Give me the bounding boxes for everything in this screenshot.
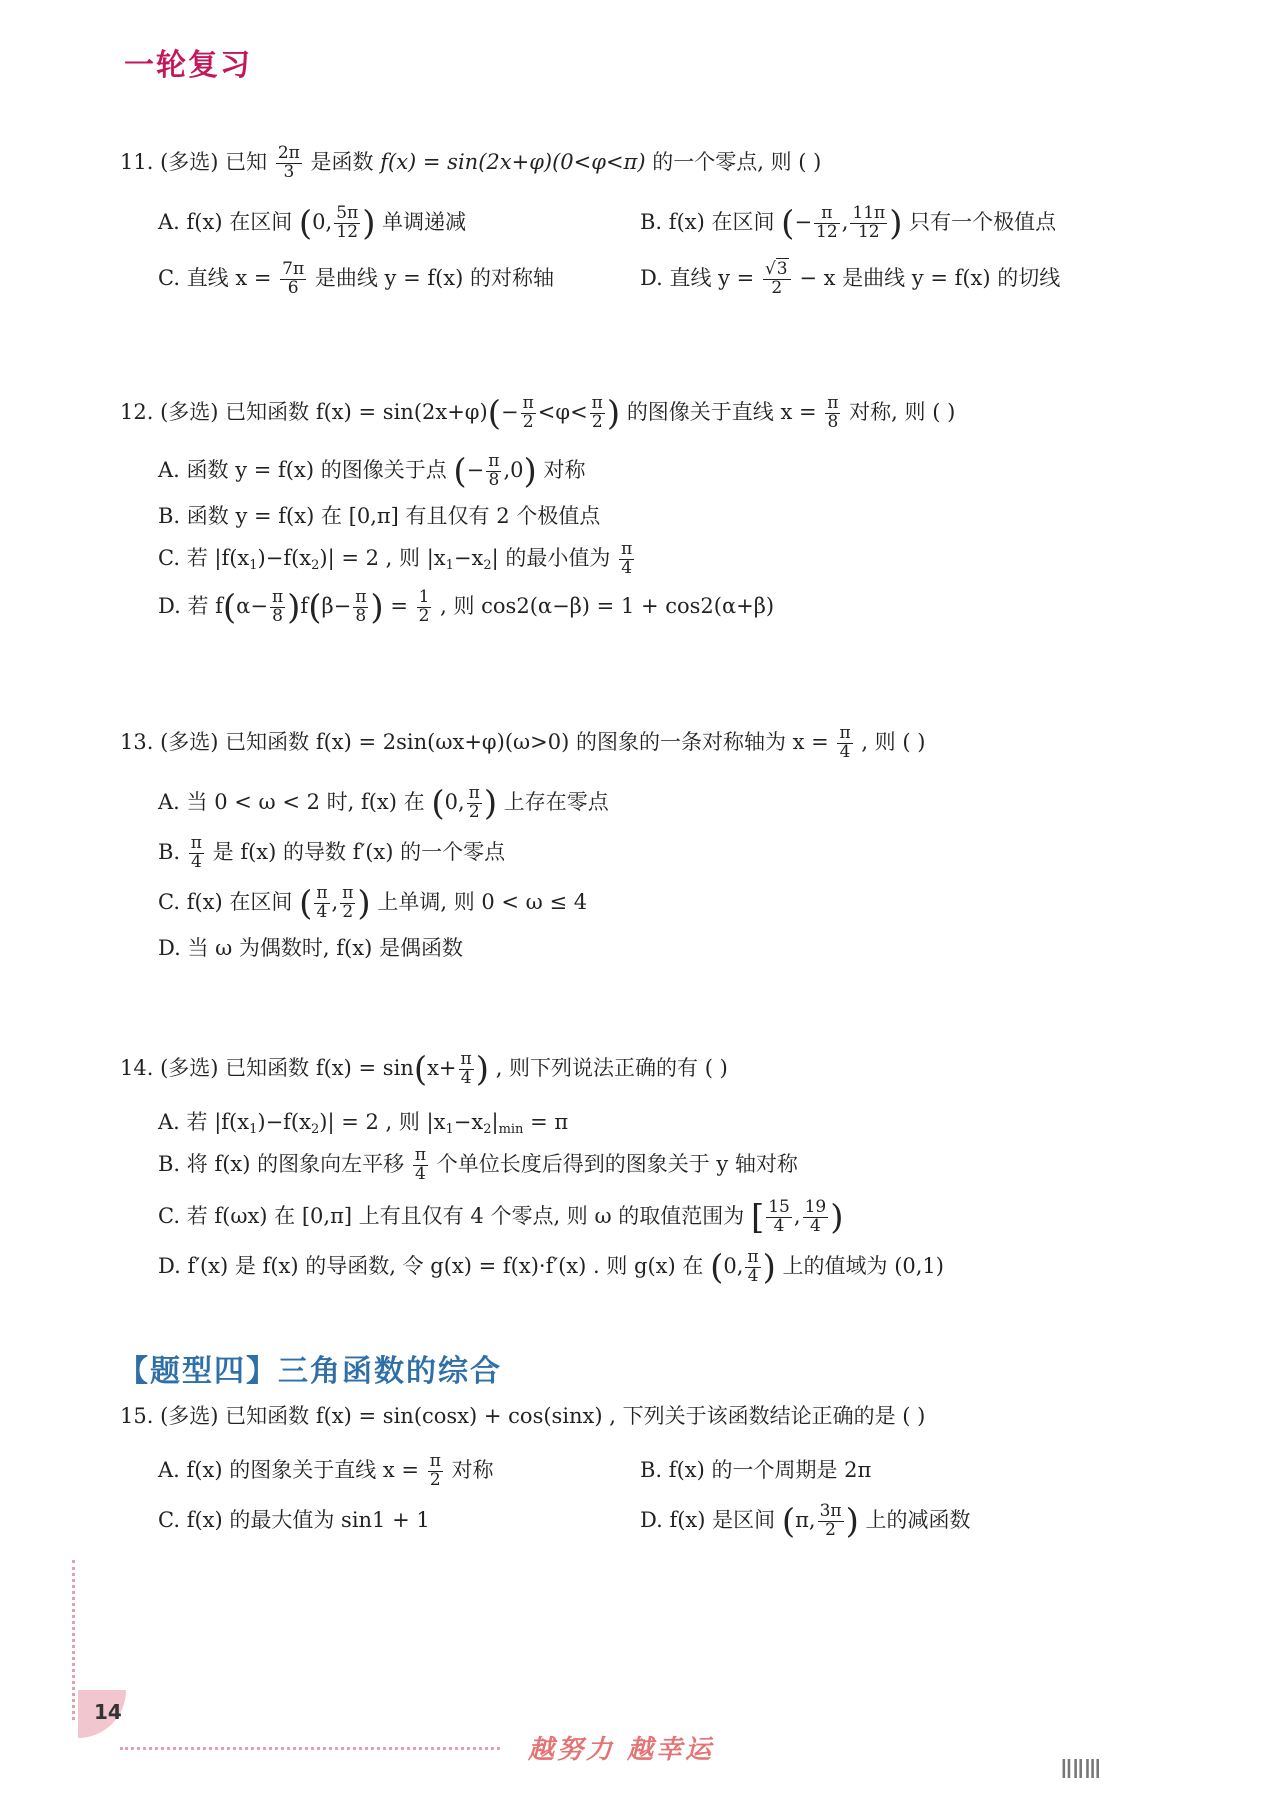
option-12-a: A. 函数 y = f(x) 的图像关于点 (− $\frac{\pi}{8}$ ,0) 对称 bbox=[158, 451, 586, 492]
option-13-c: C. f(x) 在区间 ( $\frac{\pi}{4}$ , $\frac{\pi}{2}$ ) 上单调, 则 0 < ω ≤ 4 bbox=[158, 883, 588, 924]
option-15-d: D. f(x) 是区间 (π, $\frac{3\pi}{2}$ ) 上的减函数 bbox=[640, 1501, 971, 1542]
question-14-stem: 14. (多选) 已知函数 f(x) = sin(x+ $\frac{\pi}{4}$ ) , 则下列说法正确的有 ( ) bbox=[120, 1049, 728, 1090]
option-15-a: A. f(x) 的图象关于直线 x = $\frac{\pi}{2}$ 对称 bbox=[158, 1451, 494, 1490]
watermark-mark: ⅡⅡⅢ bbox=[1060, 1755, 1101, 1785]
option-13-d: D. 当 ω 为偶数时, f(x) 是偶函数 bbox=[158, 936, 463, 960]
footer-slogan: 越努力 越幸运 bbox=[528, 1735, 715, 1765]
option-12-b: B. 函数 y = f(x) 在 [0,π] 有且仅有 2 个极值点 bbox=[158, 504, 601, 528]
option-14-d: D. f′(x) 是 f(x) 的导函数, 令 g(x) = f(x)·f′(x) . 则 g(x) 在 (0, $\frac{\pi}{4}$ ) 上的值域为 (0,1) bbox=[158, 1247, 944, 1288]
question-13 bbox=[120, 720, 925, 764]
page-number: 14 bbox=[94, 1700, 122, 1724]
option-11-d: D. 直线 y = $\frac{√3}{2}$ − x 是曲线 y = f(x) 的切线 bbox=[640, 259, 1061, 298]
question-12-stem: 12. (多选) 已知函数 f(x) = sin(2x+φ)(− $\frac{\pi}{2}$ <φ< $\frac{\pi}{2}$ ) 的图像关于直线 x = $\frac{\pi}{8}$ 对称, 则 ( ) bbox=[120, 393, 956, 434]
option-11-c: C. 直线 x = $\frac{7\pi}{6}$ 是曲线 y = f(x) 的对称轴 bbox=[158, 259, 555, 298]
decorative-dots-vertical bbox=[72, 1560, 75, 1720]
option-11-a: A. f(x) 在区间 (0, $\frac{5\pi}{12}$ ) 单调递减 bbox=[158, 203, 467, 244]
question-13-stem: 13. (多选) 已知函数 f(x) = 2sin(ωx+φ)(ω>0) 的图象的一条对称轴为 x = $\frac{\pi}{4}$ , 则 ( ) bbox=[120, 723, 926, 762]
question-11 bbox=[120, 140, 821, 184]
question-12 bbox=[120, 390, 955, 434]
option-12-d: D. 若 f(α− $\frac{\pi}{8}$ )f(β− $\frac{\pi}{8}$ ) = $\frac{1}{2}$ , 则 cos2(α−β) = 1 + cos2(α+β) bbox=[158, 587, 775, 628]
question-15-stem: 15. (多选) 已知函数 f(x) = sin(cosx) + cos(sinx) , 下列关于该函数结论正确的是 ( ) bbox=[120, 1404, 926, 1428]
option-13-b: B. $\frac{\pi}{4}$ 是 f(x) 的导数 f′(x) 的一个零点 bbox=[158, 833, 506, 872]
option-14-b: B. 将 f(x) 的图象向左平移 $\frac{\pi}{4}$ 个单位长度后得到的图象关于 y 轴对称 bbox=[158, 1145, 798, 1184]
question-15 bbox=[120, 1394, 925, 1438]
option-14-c: C. 若 f(ωx) 在 [0,π] 上有且仅有 4 个零点, 则 ω 的取值范围为 [ $\frac{15}{4}$ , $\frac{19}{4}$ ) bbox=[158, 1197, 844, 1238]
option-14-a: A. 若 $|f(x_1)-f(x_2)| = 2$ , 则 $|x_1-x_2|_{min} = \pi$ bbox=[158, 1110, 569, 1137]
option-15-b: B. f(x) 的一个周期是 2π bbox=[640, 1458, 872, 1482]
option-11-b: B. f(x) 在区间 (− $\frac{\pi}{12}$ , $\frac{11\pi}{12}$ ) 只有一个极值点 bbox=[640, 203, 1057, 244]
header-title: 一轮复习 bbox=[124, 48, 252, 83]
option-15-c: C. f(x) 的最大值为 sin1 + 1 bbox=[158, 1508, 430, 1532]
option-13-a: A. 当 0 < ω < 2 时, f(x) 在 (0, $\frac{\pi}{2}$ ) 上存在零点 bbox=[158, 783, 609, 824]
question-11-stem: 11. (多选) 已知 $\frac{2\pi}{3}$ 是函数 f(x) = sin(2x+φ)(0<φ<π) 的一个零点, 则 ( ) bbox=[120, 143, 822, 182]
option-12-c: C. 若 $|f(x_1)-f(x_2)| = 2$ , 则 $|x_1-x_2|$ 的最小值为 $\frac{\pi}{4}$ bbox=[158, 539, 633, 578]
decorative-dots-horizontal bbox=[120, 1747, 500, 1750]
question-14 bbox=[120, 1046, 728, 1090]
section-title: 【题型四】三角函数的综合 bbox=[118, 1354, 502, 1389]
fraction: $\frac{2\pi}{3}$ bbox=[277, 143, 300, 182]
